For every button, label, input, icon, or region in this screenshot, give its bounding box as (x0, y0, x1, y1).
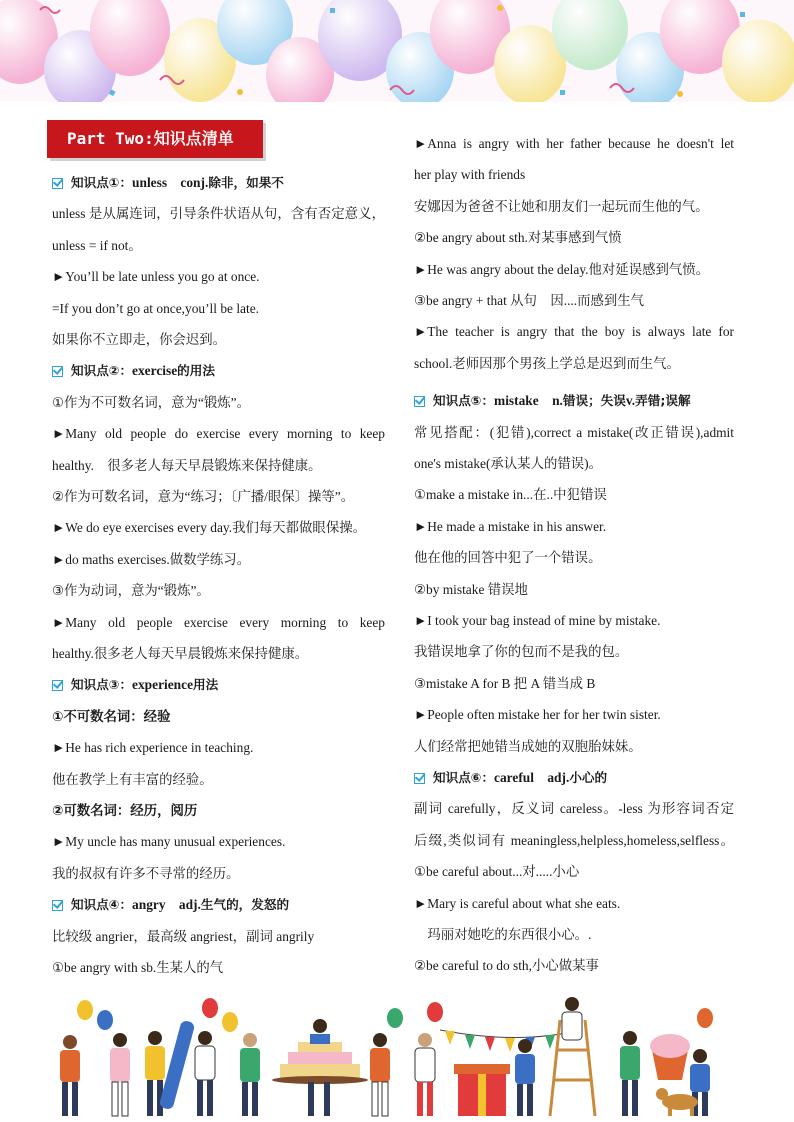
text-line: school.老师因那个男孩上学总是迟到而生气。 (414, 355, 680, 371)
text-line: ►We do eye exercises every day.我们每天都做眼保操。 (52, 520, 366, 536)
text-line: ③作为动词，意为“锻炼”。 (52, 583, 210, 599)
balloon-banner (0, 0, 794, 102)
text-line: one's mistake(承认某人的错误)。 (414, 456, 602, 471)
kp-zh: 除非，如果不 (208, 175, 284, 190)
kp-en: experience (132, 677, 194, 693)
text-line: 如果你不立即走，你会迟到。 (52, 332, 227, 347)
kp-en: unless conj. (132, 175, 209, 190)
kp-zh: 用法 (193, 677, 219, 693)
party-illustration (40, 990, 754, 1122)
text-line: ►He was angry about the delay.他对延误感到气愤。 (414, 261, 710, 277)
kp-zh: 错误；失误 (562, 393, 626, 409)
text-line: 我的叔叔有许多不寻常的经历。 (52, 865, 240, 881)
text-line: 安娜因为爸爸不让她和朋友们一起玩而生他的气。 (414, 198, 709, 214)
kp-en: exercise (132, 363, 178, 379)
text-line: =If you don’t go at once,you’ll be late. (52, 300, 259, 316)
text-line: ►He made a mistake in his answer. (414, 518, 607, 534)
knowledge-point-heading (52, 173, 385, 193)
text-line: 他在教学上有丰富的经验。 (52, 771, 213, 787)
text-line: healthy.很多老人每天早晨锻炼来保持健康。 (52, 646, 309, 661)
checkbox-icon (52, 366, 63, 377)
kp-pre: 知识点⑥： (433, 770, 495, 785)
balloons-illustration (0, 0, 794, 102)
text-line: her play with friends (414, 167, 526, 183)
text-line: 副词 carefully，反义词 careless。-less 为形容词否定 (414, 801, 734, 817)
kp-pre: 知识点⑤： (433, 393, 495, 409)
checkbox-icon (52, 680, 63, 691)
text-line: 常见搭配：(犯错),correct a mistake(改正错误),admit (414, 424, 734, 440)
knowledge-point-heading (52, 361, 385, 381)
kp-pre: 知识点③： (71, 677, 133, 693)
kp-en: angry adj. (132, 897, 201, 913)
text-line: ①make a mistake in...在..中犯错误 (414, 487, 607, 503)
text-line: ►Mary is careful about what she eats. (414, 895, 621, 911)
kp-pre: 知识点④： (71, 897, 133, 913)
knowledge-point-heading (52, 675, 385, 695)
kp-zh: 的用法 (177, 363, 215, 379)
text-line: ►He has rich experience in teaching. (52, 740, 254, 756)
text-line: ►Many old people exercise every morning to keep (52, 614, 385, 630)
text-line: 我错误地拿了你的包而不是我的包。 (414, 644, 629, 660)
text-line: 他在他的回答中犯了一个错误。 (414, 550, 602, 566)
text-line: ③mistake A for B 把 A 错当成 B (414, 675, 596, 691)
kp-en2: v. (625, 393, 636, 409)
checkbox-icon (52, 900, 63, 911)
text-line: unless = if not。 (52, 237, 142, 253)
text-line: 比较级 angrier，最高级 angriest，副词 angrily (52, 928, 315, 944)
kp-zh: 小心的 (569, 770, 608, 785)
text-line: ►People often mistake her for her twin sister. (414, 707, 661, 723)
checkbox-icon (52, 178, 63, 189)
party-people-illustration (40, 990, 754, 1122)
text-line: 人们经常把她错当成她的双胞胎妹妹。 (414, 738, 642, 754)
knowledge-point-heading (52, 895, 385, 915)
text-line: healthy. 很多老人每天早晨锻炼来保持健康。 (52, 457, 322, 473)
text-line: ►Many old people do exercise every morning to keep (52, 426, 385, 442)
text-line: ②be angry about sth.对某事感到气愤 (414, 230, 622, 246)
text-line: ►do maths exercises.做数学练习。 (52, 551, 251, 567)
kp-zh: 生气的，发怒的 (200, 897, 290, 913)
text-line: ①be angry with sb.生某人的气 (52, 960, 224, 975)
text-line: ①be careful about...对.....小心 (414, 864, 580, 880)
text-line: ►You’ll be late unless you go at once. (52, 269, 260, 285)
text-line: ①作为不可数名词，意为“锻炼”。 (52, 394, 250, 410)
text-line: ►My uncle has many unusual experiences. (52, 834, 286, 850)
knowledge-point-heading (414, 768, 734, 788)
text-line: ②be careful to do sth,小心做某事 (414, 958, 599, 974)
text-line: ①不可数名词：经验 (52, 708, 171, 724)
kp-pre: 知识点①： (71, 175, 133, 190)
text-line: ►The teacher is angry that the boy is always late for (414, 324, 734, 340)
text-line: ②作为可数名词，意为“练习；〔广播/眼保〕操等”。 (52, 489, 355, 504)
text-line: unless 是从属连词，引导条件状语从句，含有否定意义， (52, 206, 385, 222)
kp-en: mistake n. (494, 393, 563, 409)
text-line: ②by mistake 错误地 (414, 581, 528, 597)
text-line: ③be angry + that 从句 因....而感到生气 (414, 293, 645, 308)
checkbox-icon (414, 396, 425, 407)
knowledge-point-heading (414, 391, 734, 411)
text-line: 后缀,类似词有 meaningless,helpless,homeless,selfless。 (414, 832, 734, 848)
text-line: ►Anna is angry with her father because he doesn't let (414, 136, 734, 151)
kp-zh2: 弄错;误解 (635, 393, 691, 409)
section-heading: Part Two:知识点清单 (47, 120, 263, 158)
text-line: 玛丽对她吃的东西很小心。. (414, 927, 592, 942)
text-line: ②可数名词：经历，阅历 (52, 803, 198, 818)
checkbox-icon (414, 773, 425, 784)
kp-pre: 知识点②： (71, 363, 133, 379)
text-line: ►I took your bag instead of mine by mistake. (414, 613, 661, 628)
kp-en: careful adj. (494, 770, 570, 785)
